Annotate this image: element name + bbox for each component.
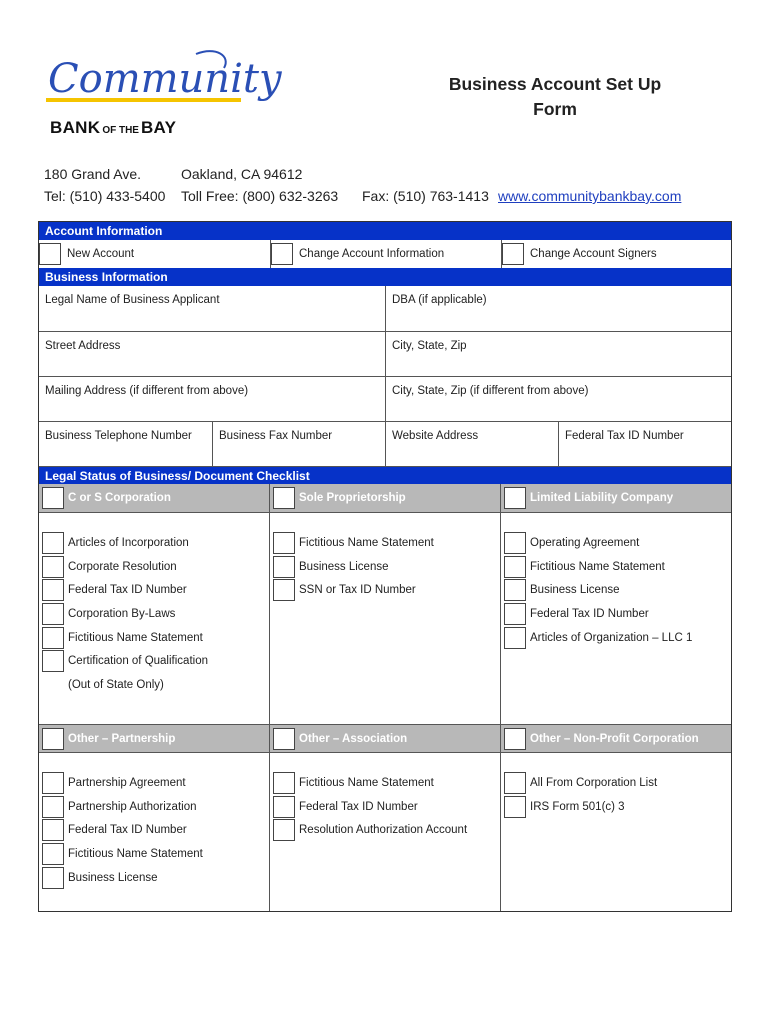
checkbox[interactable] [42, 843, 64, 865]
checklist-item[interactable]: All From Corporation List [504, 771, 731, 795]
checklist-item[interactable]: Federal Tax ID Number [42, 818, 269, 842]
website-address-field[interactable]: Website Address [385, 422, 558, 466]
legal-status-header: Legal Status of Business/ Document Checklist [39, 466, 731, 484]
business-info-row [39, 286, 731, 331]
checklist-item[interactable]: Fictitious Name Statement [273, 771, 500, 795]
checklist-item[interactable]: Fictitious Name Statement [42, 626, 269, 650]
change-account-signers-option[interactable]: Change Account Signers [501, 240, 731, 268]
checkbox[interactable] [42, 532, 64, 554]
association-option[interactable]: Other – Association [269, 725, 500, 752]
dba-field[interactable]: DBA (if applicable) [385, 286, 731, 331]
checkbox[interactable] [504, 487, 526, 509]
checklist-item[interactable]: Certification of Qualification [42, 649, 269, 673]
checkbox[interactable] [273, 487, 295, 509]
account-information-header: Account Information [39, 222, 731, 240]
checklist-item[interactable]: Articles of Organization – LLC 1 [504, 626, 731, 650]
checkbox[interactable] [273, 728, 295, 750]
checklist-note: (Out of State Only) [68, 678, 164, 691]
checklist-item[interactable]: Operating Agreement [504, 531, 731, 555]
sole-proprietorship-option[interactable]: Sole Proprietorship [269, 484, 500, 512]
checkbox[interactable] [273, 819, 295, 841]
checkbox[interactable] [504, 796, 526, 818]
change-account-information-option[interactable]: Change Account Information [270, 240, 501, 268]
checkbox[interactable] [504, 603, 526, 625]
corporation-checklist [39, 513, 269, 724]
llc-checklist [500, 513, 731, 724]
checklist-item[interactable]: Business License [504, 578, 731, 602]
checkbox[interactable] [42, 650, 64, 672]
city-address: Oakland, CA 94612 [181, 166, 303, 182]
website-link[interactable]: www.communitybankbay.com [498, 188, 682, 204]
non-profit-checklist [500, 753, 731, 911]
checklist-item[interactable]: Partnership Authorization [42, 795, 269, 819]
business-information-header: Business Information [39, 268, 731, 286]
checklist-item[interactable]: Business License [273, 555, 500, 579]
checklist-item[interactable]: Articles of Incorporation [42, 531, 269, 555]
checklist-item[interactable]: Fictitious Name Statement [42, 842, 269, 866]
form-title: Business Account Set Up Form [448, 74, 662, 119]
checklist-item[interactable]: Federal Tax ID Number [42, 578, 269, 602]
mailing-city-state-zip-field[interactable]: City, State, Zip (if different from above) [385, 377, 731, 421]
checkbox[interactable] [502, 243, 524, 265]
checkbox[interactable] [504, 532, 526, 554]
checkbox[interactable] [42, 579, 64, 601]
street-address: 180 Grand Ave. [44, 166, 142, 182]
checklist-item[interactable]: Corporate Resolution [42, 555, 269, 579]
checkbox[interactable] [504, 627, 526, 649]
checkbox[interactable] [504, 728, 526, 750]
new-account-option[interactable]: New Account [39, 240, 270, 268]
checklist-item[interactable]: Federal Tax ID Number [273, 795, 500, 819]
business-phone-field[interactable]: Business Telephone Number [45, 430, 192, 442]
checklist-item[interactable]: SSN or Tax ID Number [273, 578, 500, 602]
svg-text:Community: Community [48, 56, 282, 102]
entity-type-row [39, 484, 731, 512]
checkbox[interactable] [273, 772, 295, 794]
checkbox[interactable] [504, 772, 526, 794]
checkbox[interactable] [42, 796, 64, 818]
checkbox[interactable] [504, 556, 526, 578]
federal-tax-id-field[interactable]: Federal Tax ID Number [558, 422, 731, 466]
partnership-option[interactable]: Other – Partnership [39, 725, 269, 752]
toll-free: Toll Free: (800) 632-3263 [181, 188, 339, 204]
checkbox[interactable] [42, 728, 64, 750]
form-sheet [38, 221, 732, 912]
street-address-field[interactable]: Street Address [45, 340, 121, 352]
business-info-row [39, 376, 731, 421]
checkbox[interactable] [39, 243, 61, 265]
document-checklist-row [39, 752, 731, 911]
business-info-row [39, 331, 731, 376]
legal-name-field[interactable]: Legal Name of Business Applicant [45, 294, 220, 306]
logo-wordmark: BANK OF THE BAY [50, 118, 177, 137]
telephone: Tel: (510) 433-5400 [44, 188, 166, 204]
sole-proprietorship-checklist [269, 513, 500, 724]
checklist-item[interactable]: Partnership Agreement [42, 771, 269, 795]
checkbox[interactable] [273, 556, 295, 578]
checkbox[interactable] [273, 579, 295, 601]
llc-option[interactable]: Limited Liability Company [500, 484, 731, 512]
business-info-row [39, 421, 731, 466]
checkbox[interactable] [42, 867, 64, 889]
checkbox[interactable] [42, 819, 64, 841]
checklist-item[interactable]: Corporation By-Laws [42, 602, 269, 626]
checkbox[interactable] [273, 796, 295, 818]
bank-logo [46, 46, 282, 146]
checkbox[interactable] [42, 556, 64, 578]
mailing-address-field[interactable]: Mailing Address (if different from above) [45, 385, 249, 397]
city-state-zip-field[interactable]: City, State, Zip [385, 332, 731, 376]
fax: Fax: (510) 763-1413 [362, 188, 489, 204]
checklist-item[interactable]: Fictitious Name Statement [273, 531, 500, 555]
business-fax-field[interactable]: Business Fax Number [212, 422, 385, 466]
checklist-item[interactable]: Resolution Authorization Account [273, 818, 500, 842]
checkbox[interactable] [271, 243, 293, 265]
association-checklist [269, 753, 500, 911]
checkbox[interactable] [42, 772, 64, 794]
checklist-item[interactable]: Fictitious Name Statement [504, 555, 731, 579]
entity-type-row [39, 724, 731, 752]
non-profit-option[interactable]: Other – Non-Profit Corporation [500, 725, 731, 752]
checklist-item[interactable]: IRS Form 501(c) 3 [504, 795, 731, 819]
checkbox[interactable] [504, 579, 526, 601]
c-or-s-corporation-option[interactable]: C or S Corporation [39, 484, 269, 512]
checkbox[interactable] [42, 487, 64, 509]
checkbox[interactable] [273, 532, 295, 554]
partnership-checklist [39, 753, 269, 911]
checkbox[interactable] [42, 603, 64, 625]
document-checklist-row [39, 512, 731, 724]
checklist-item[interactable]: Business License [42, 866, 269, 890]
account-options-row [39, 240, 731, 268]
checkbox[interactable] [42, 627, 64, 649]
community-script-logo [46, 46, 282, 118]
checklist-item[interactable]: Federal Tax ID Number [504, 602, 731, 626]
